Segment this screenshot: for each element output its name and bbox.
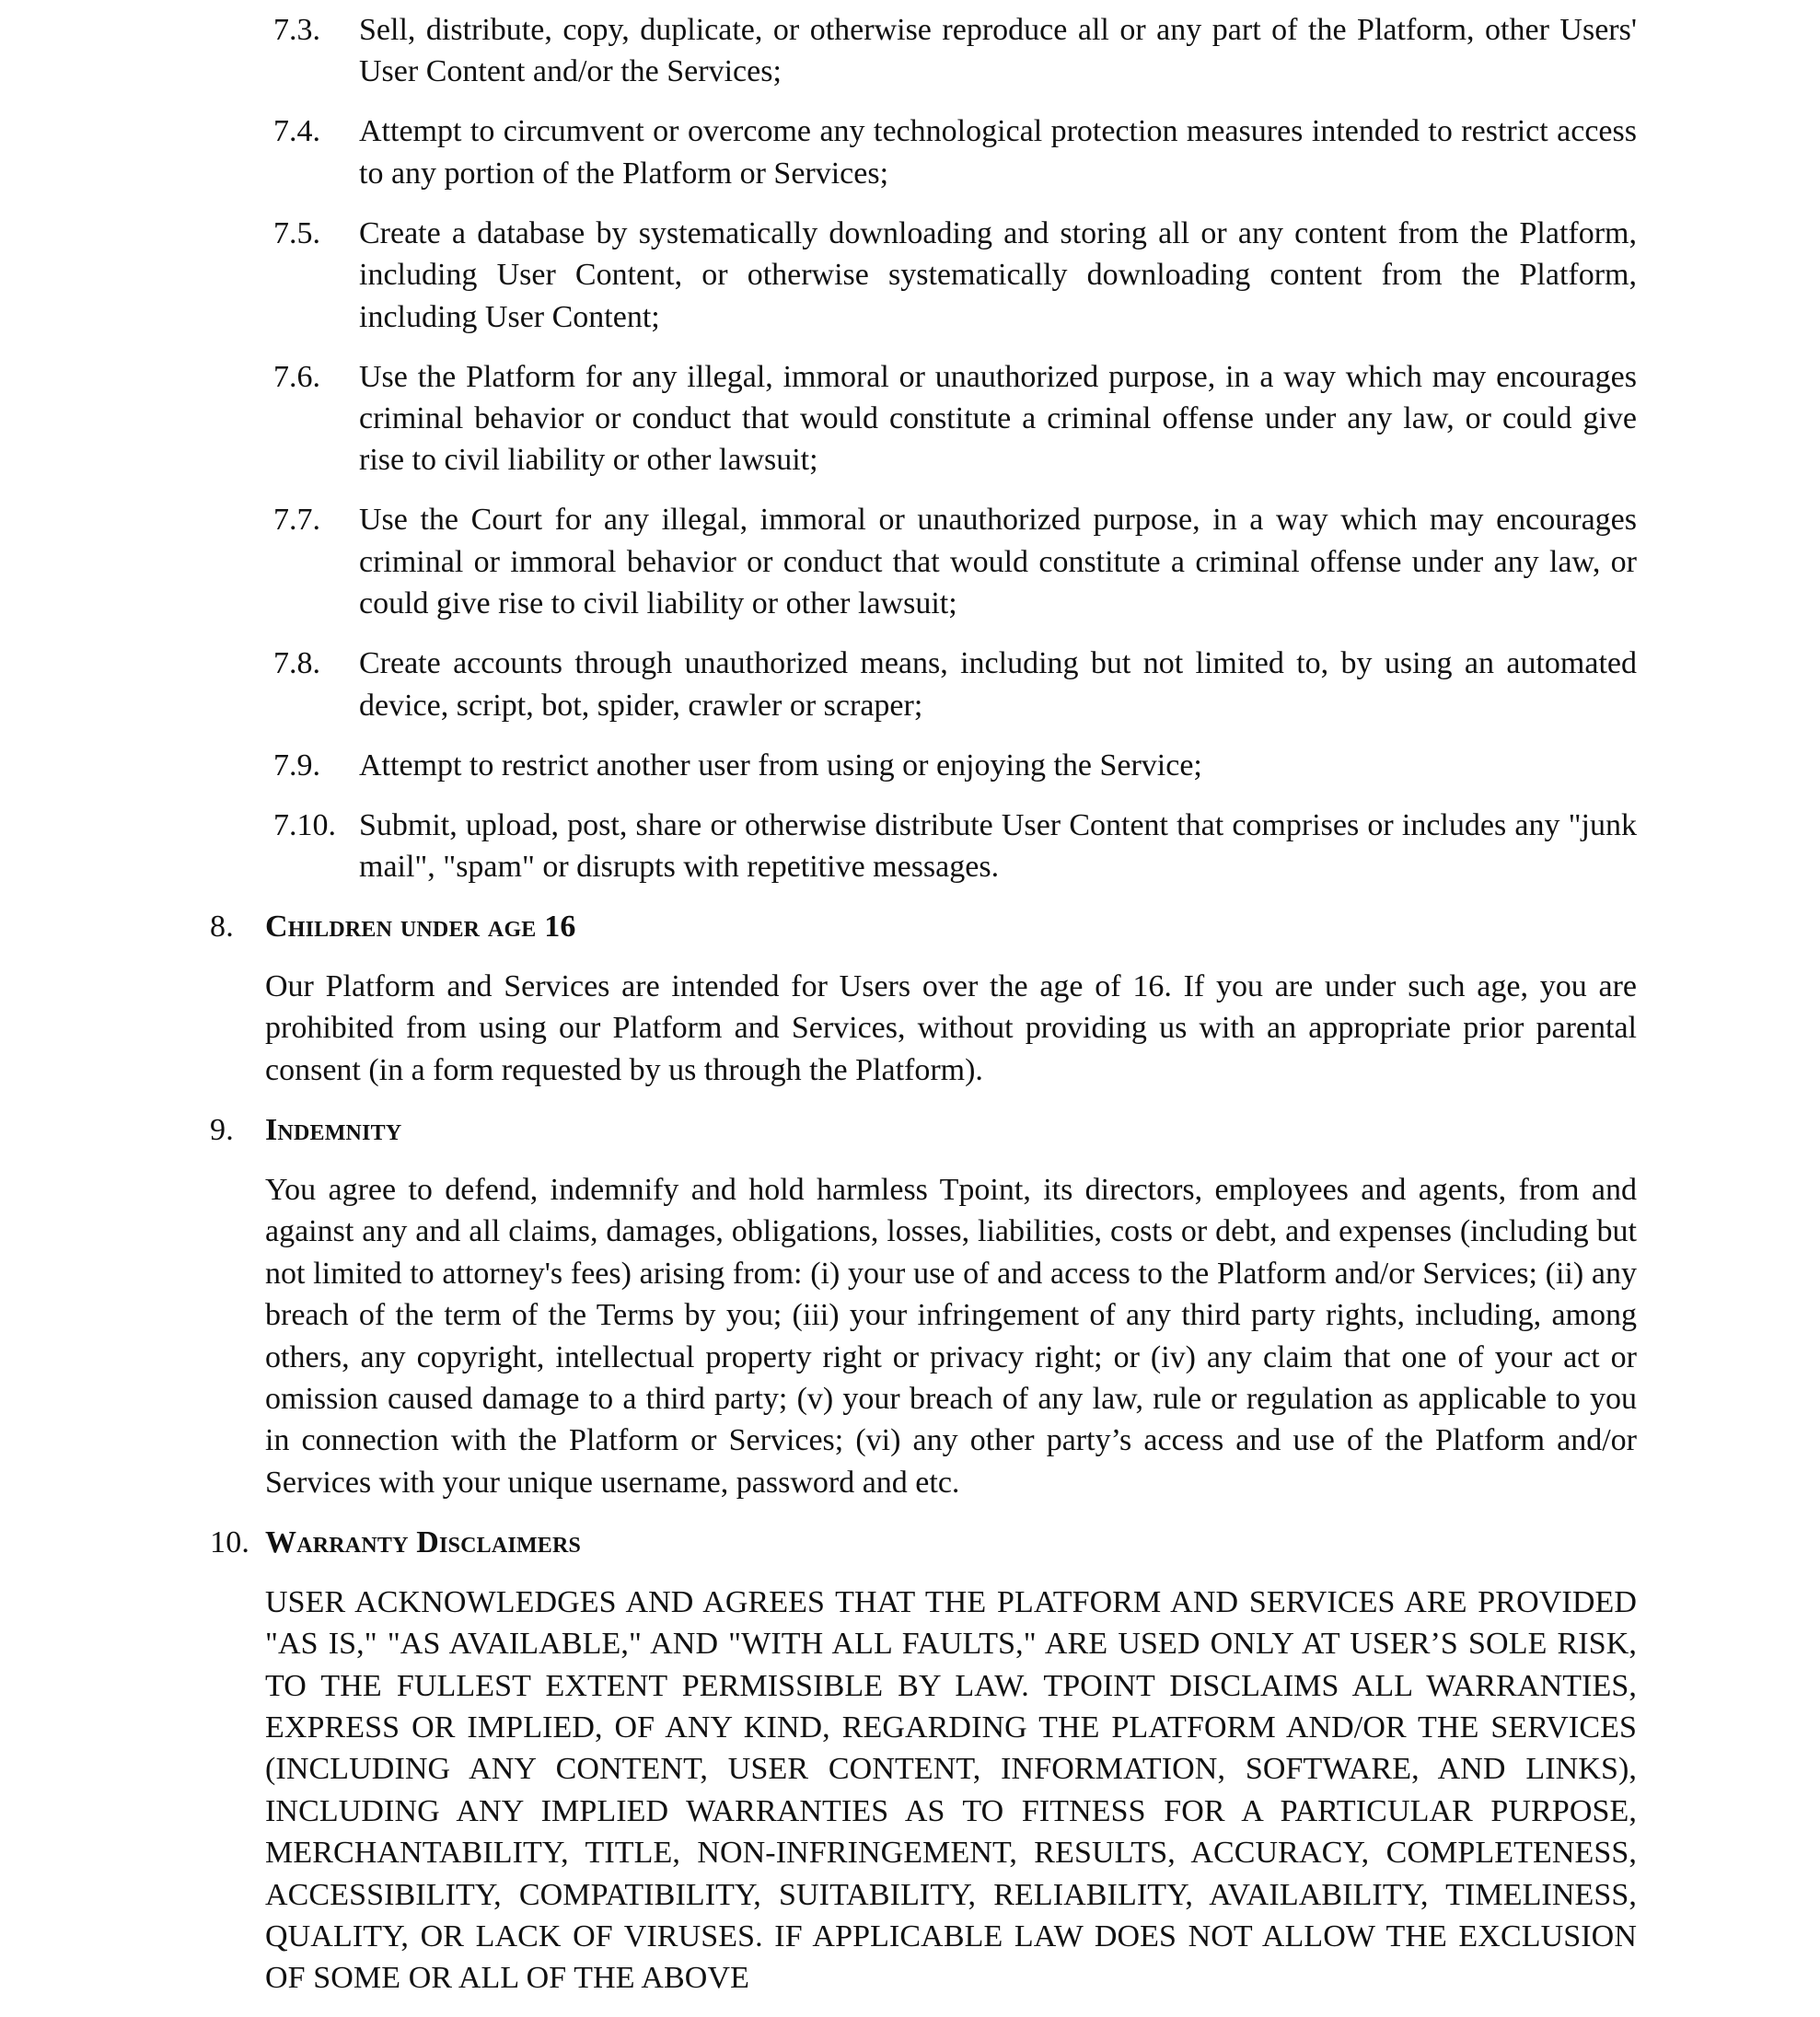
clause-text: Attempt to restrict another user from using or enjoying the Service; bbox=[359, 748, 1202, 782]
section-title: Warranty Disclaimers bbox=[265, 1524, 582, 1559]
section-body-warranty-disclaimers: USER ACKNOWLEDGES AND AGREES THAT THE PLATFORM AND SERVICES ARE PROVIDED "AS IS," "AS AVAILABLE," AND "WITH ALL FAULTS," ARE USED ONLY AT USER’S SOLE RISK, TO THE FULLEST EXTENT PERMISSIBLE BY LAW. TPOINT DISCLAIMS ALL WARRANTIES, EXPRESS OR IMPLIED, OF ANY KIND, REGARDING THE PLATFORM AND/OR THE SERVICES (INCLUDING ANY CONTENT, USER CONTENT, INFORMATION, SOFTWARE, AND LINKS), INCLUDING ANY IMPLIED WARRANTIES AS TO FITNESS FOR A PARTICULAR PURPOSE, MERCHANTABILITY, TITLE, NON-INFRINGEMENT, RESULTS, ACCURACY, COMPLETENESS, ACCESSIBILITY, COMPATIBILITY, SUITABILITY, RELIABILITY, AVAILABILITY, TIMELINESS, QUALITY, OR LACK OF VIRUSES. IF APPLICABLE LAW DOES NOT ALLOW THE EXCLUSION OF SOME OR ALL OF THE ABOVE bbox=[265, 1584, 1637, 1996]
clause-7-3 bbox=[273, 9, 1637, 93]
section-body-indemnity: You agree to defend, indemnify and hold harmless Tpoint, its directors, employees and agents, from and against any and all claims, damages, obligations, losses, liabilities, costs or debt, and expenses (including but not limited to attorney's fees) arising from: (i) your use of and access to the Platform and/or Services; (ii) any breach of the term of the Terms by you; (iii) your infringement of any third party rights, including, among others, any copyright, intellectual property right or privacy right; or (iv) any claim that one of your act or omission caused damage to a third party; (v) your breach of any law, rule or regulation as applicable to you in connection with the Platform or Services; (vi) any other party’s access and use of the Platform and/or Services with your unique username, password and etc. bbox=[265, 1172, 1637, 1500]
terms-document-page bbox=[0, 9, 1820, 2017]
section-number: 10. bbox=[210, 1524, 250, 1559]
section-heading-children bbox=[210, 906, 1637, 947]
clause-7-10 bbox=[273, 805, 1637, 888]
section-number: 9. bbox=[210, 1112, 234, 1147]
clause-text: Attempt to circumvent or overcome any technological protection measures intended to restrict access to any portion of the Platform or Services; bbox=[359, 114, 1637, 191]
clause-number: 7.6. bbox=[273, 359, 320, 394]
clause-text: Sell, distribute, copy, duplicate, or otherwise reproduce all or any part of the Platform, other Users' User Content and/or the Services; bbox=[359, 13, 1637, 89]
clause-number: 7.9. bbox=[273, 748, 320, 782]
clause-text: Submit, upload, post, share or otherwise distribute User Content that comprises or includes any "junk mail", "spam" or disrupts with repetitive messages. bbox=[359, 807, 1637, 885]
clause-7-7 bbox=[273, 499, 1637, 624]
clause-text: Create accounts through unauthorized means, including but not limited to, by using an automated device, script, bot, spider, crawler or scraper; bbox=[359, 646, 1637, 723]
clause-text: Use the Platform for any illegal, immoral or unauthorized purpose, in a way which may encourages criminal behavior or conduct that would constitute a criminal offense under any law, or could give rise to civil liability or other lawsuit; bbox=[359, 359, 1637, 478]
clause-7-9 bbox=[273, 745, 1637, 786]
clause-number: 7.7. bbox=[273, 503, 320, 538]
clause-number: 7.10. bbox=[273, 807, 336, 842]
clause-number: 7.8. bbox=[273, 646, 320, 681]
section-body-children: Our Platform and Services are intended for Users over the age of 16. If you are under such age, you are prohibited from using our Platform and Services, without providing us with an appropriate prior parental consent (in a form requested by us through the Platform). bbox=[265, 969, 1637, 1087]
clause-text: Create a database by systematically downloading and storing all or any content from the Platform, including User Content, or otherwise systematically downloading content from the Platform, including User Content; bbox=[359, 215, 1637, 334]
clause-number: 7.4. bbox=[273, 114, 320, 149]
section-title: Children under age 16 bbox=[265, 910, 576, 945]
section-title: Indemnity bbox=[265, 1112, 402, 1147]
clause-7-5 bbox=[273, 213, 1637, 338]
clause-7-6 bbox=[273, 356, 1637, 481]
section-number: 8. bbox=[210, 910, 234, 945]
clause-text: Use the Court for any illegal, immoral or unauthorized purpose, in a way which may encourages criminal or immoral behavior or conduct that would constitute a criminal offense under any law, or could give rise to civil liability or other lawsuit; bbox=[359, 503, 1637, 621]
clause-7-4 bbox=[273, 110, 1637, 194]
section-heading-indemnity bbox=[210, 1109, 1637, 1151]
clause-number: 7.3. bbox=[273, 13, 320, 47]
clause-number: 7.5. bbox=[273, 215, 320, 250]
section-heading-warranty-disclaimers bbox=[210, 1522, 1637, 1563]
clause-7-8 bbox=[273, 643, 1637, 726]
